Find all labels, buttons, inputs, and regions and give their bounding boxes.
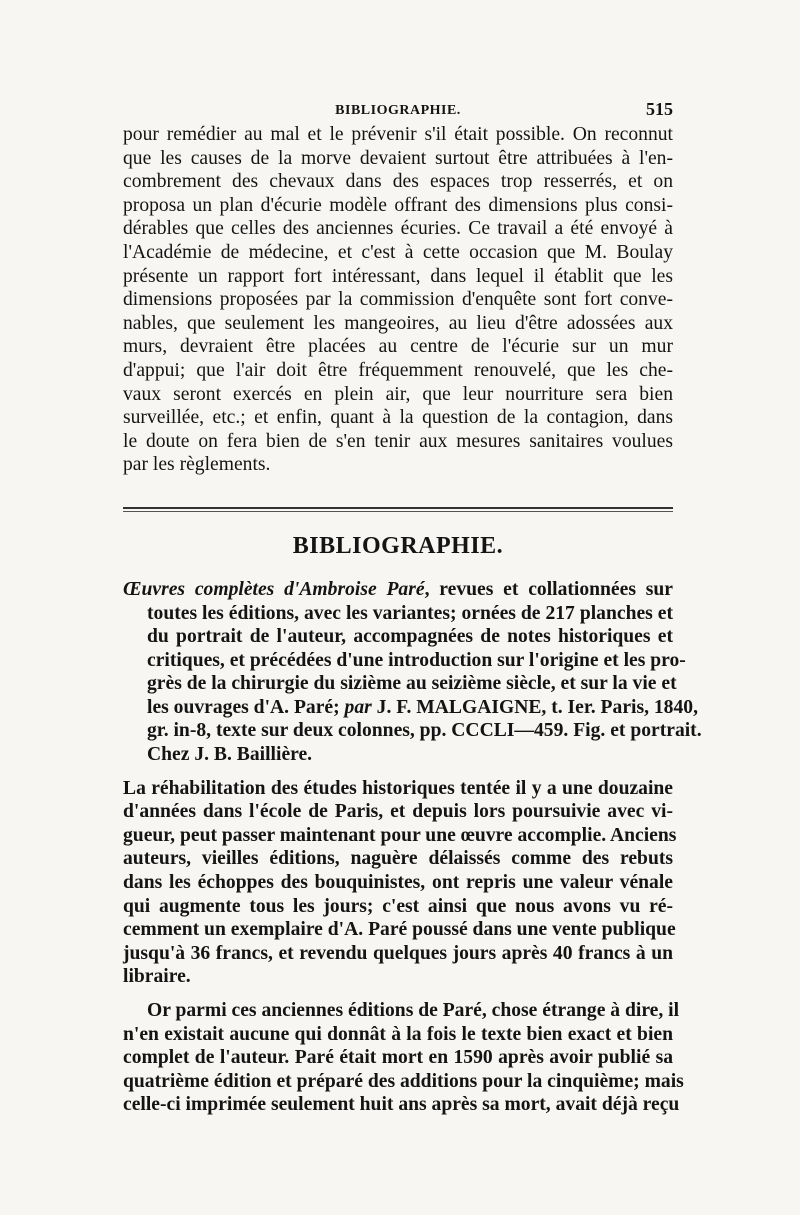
- text-line: du portrait de l'auteur, accompagnées de notes historiques et: [147, 626, 673, 648]
- text-line: surveillée, etc.; et enfin, quant à la question de la contagion, dans: [123, 407, 673, 429]
- text-line: libraire.: [123, 966, 191, 988]
- text-line: dimensions proposées par la commission d'enquête sont fort conve-: [123, 289, 673, 311]
- text-line: le doute on fera bien de s'en tenir aux mesures sanitaires voulues: [123, 430, 673, 452]
- text-line: qui augmente tous les jours; c'est ainsi que nous avons vu ré-: [123, 895, 673, 917]
- text-line: Œuvres complètes d'Ambroise Paré, revues et collationnées sur: [123, 578, 673, 600]
- text-line: proposa un plan d'écurie modèle offrant des dimensions plus consi-: [123, 194, 673, 216]
- body-paragraph: [123, 777, 677, 989]
- text-line: que les causes de la morve devaient surtout être attribuées à l'en-: [123, 147, 673, 169]
- text-line: Chez J. B. Baillière.: [147, 744, 313, 766]
- text-line: dans les échoppes des bouquinistes, ont repris une valeur vénale: [123, 872, 673, 894]
- intro-paragraph: [123, 123, 673, 477]
- text-line: combrement des chevaux dans des espaces trop resserrés, et on: [123, 171, 673, 193]
- text-line: critiques, et précédées d'une introduction sur l'origine et les pro-: [147, 649, 686, 671]
- text-line: d'appui; que l'air doit être fréquemment renouvelé, que les che-: [123, 359, 673, 381]
- book-title: Œuvres complètes d'Ambroise Paré: [123, 578, 425, 600]
- text-line: d'années dans l'école de Paris, et depuis lors poursuivie avec vi-: [123, 801, 673, 823]
- bibliography-entry: [123, 578, 702, 767]
- text-line: complet de l'auteur. Paré était mort en 1590 après avoir publié sa: [123, 1047, 673, 1069]
- text-line: cemment un exemplaire d'A. Paré poussé dans une vente publique: [123, 919, 676, 941]
- text-line: auteurs, vieilles éditions, naguère délaissés comme des rebuts: [123, 848, 673, 870]
- text-line: Or parmi ces anciennes éditions de Paré, chose étrange à dire, il: [147, 1000, 680, 1021]
- text-line: nables, que seulement les mangeoires, au lieu d'être adossées aux: [123, 312, 673, 334]
- text-line: murs, devraient être placées au centre de l'écurie sur un mur: [123, 336, 673, 358]
- text-line: La réhabilitation des études historiques tentée il y a une douzaine: [123, 777, 673, 799]
- text-line: par les règlements.: [123, 454, 271, 476]
- text-line: toutes les éditions, avec les variantes; ornées de 217 planches et: [147, 602, 673, 624]
- running-title: BIBLIOGRAPHIE.: [335, 103, 461, 118]
- page-number: 515: [646, 99, 673, 119]
- par-word: par: [344, 696, 372, 718]
- book-author: J. F. MALGAIGNE, t. Ier. Paris, 1840,: [371, 696, 698, 718]
- text-line: celle-ci imprimée seulement huit ans après sa mort, avait déjà reçu: [123, 1094, 680, 1116]
- text-line: vaux seront exercés en plein air, que leur nourriture sera bien: [123, 383, 673, 405]
- text-line: dérables que celles des anciennes écuries. Ce travail a été envoyé à: [123, 218, 673, 240]
- text-line: présente un rapport fort intéressant, dans lequel il établit que les: [123, 265, 673, 287]
- body-paragraph: [123, 999, 684, 1117]
- text-line: les ouvrages d'A. Paré; par J. F. MALGAIGNE, t. Ier. Paris, 1840,: [147, 696, 698, 718]
- running-head: [123, 95, 673, 121]
- text-line: n'en existait aucune qui donnât à la fois le texte bien exact et bien: [123, 1023, 673, 1045]
- text-line: grès de la chirurgie du sizième au seizième siècle, et sur la vie et: [147, 673, 677, 695]
- section-heading: BIBLIOGRAPHIE.: [292, 532, 504, 559]
- text-line: gueur, peut passer maintenant pour une œuvre accomplie. Anciens: [123, 824, 677, 846]
- text-line: l'Académie de médecine, et c'est à cette occasion que M. Boulay: [123, 241, 673, 263]
- body-text: [123, 777, 684, 1117]
- page: [123, 95, 702, 1117]
- section-divider: [123, 507, 673, 512]
- text-line: gr. in-8, texte sur deux colonnes, pp. CCCLI—459. Fig. et portrait.: [147, 720, 702, 742]
- text-line: quatrième édition et préparé des additions pour la cinquième; mais: [123, 1070, 684, 1092]
- text-line: jusqu'à 36 francs, et revendu quelques jours après 40 francs à un: [123, 942, 673, 964]
- text-line: pour remédier au mal et le prévenir s'il était possible. On reconnut: [123, 124, 673, 145]
